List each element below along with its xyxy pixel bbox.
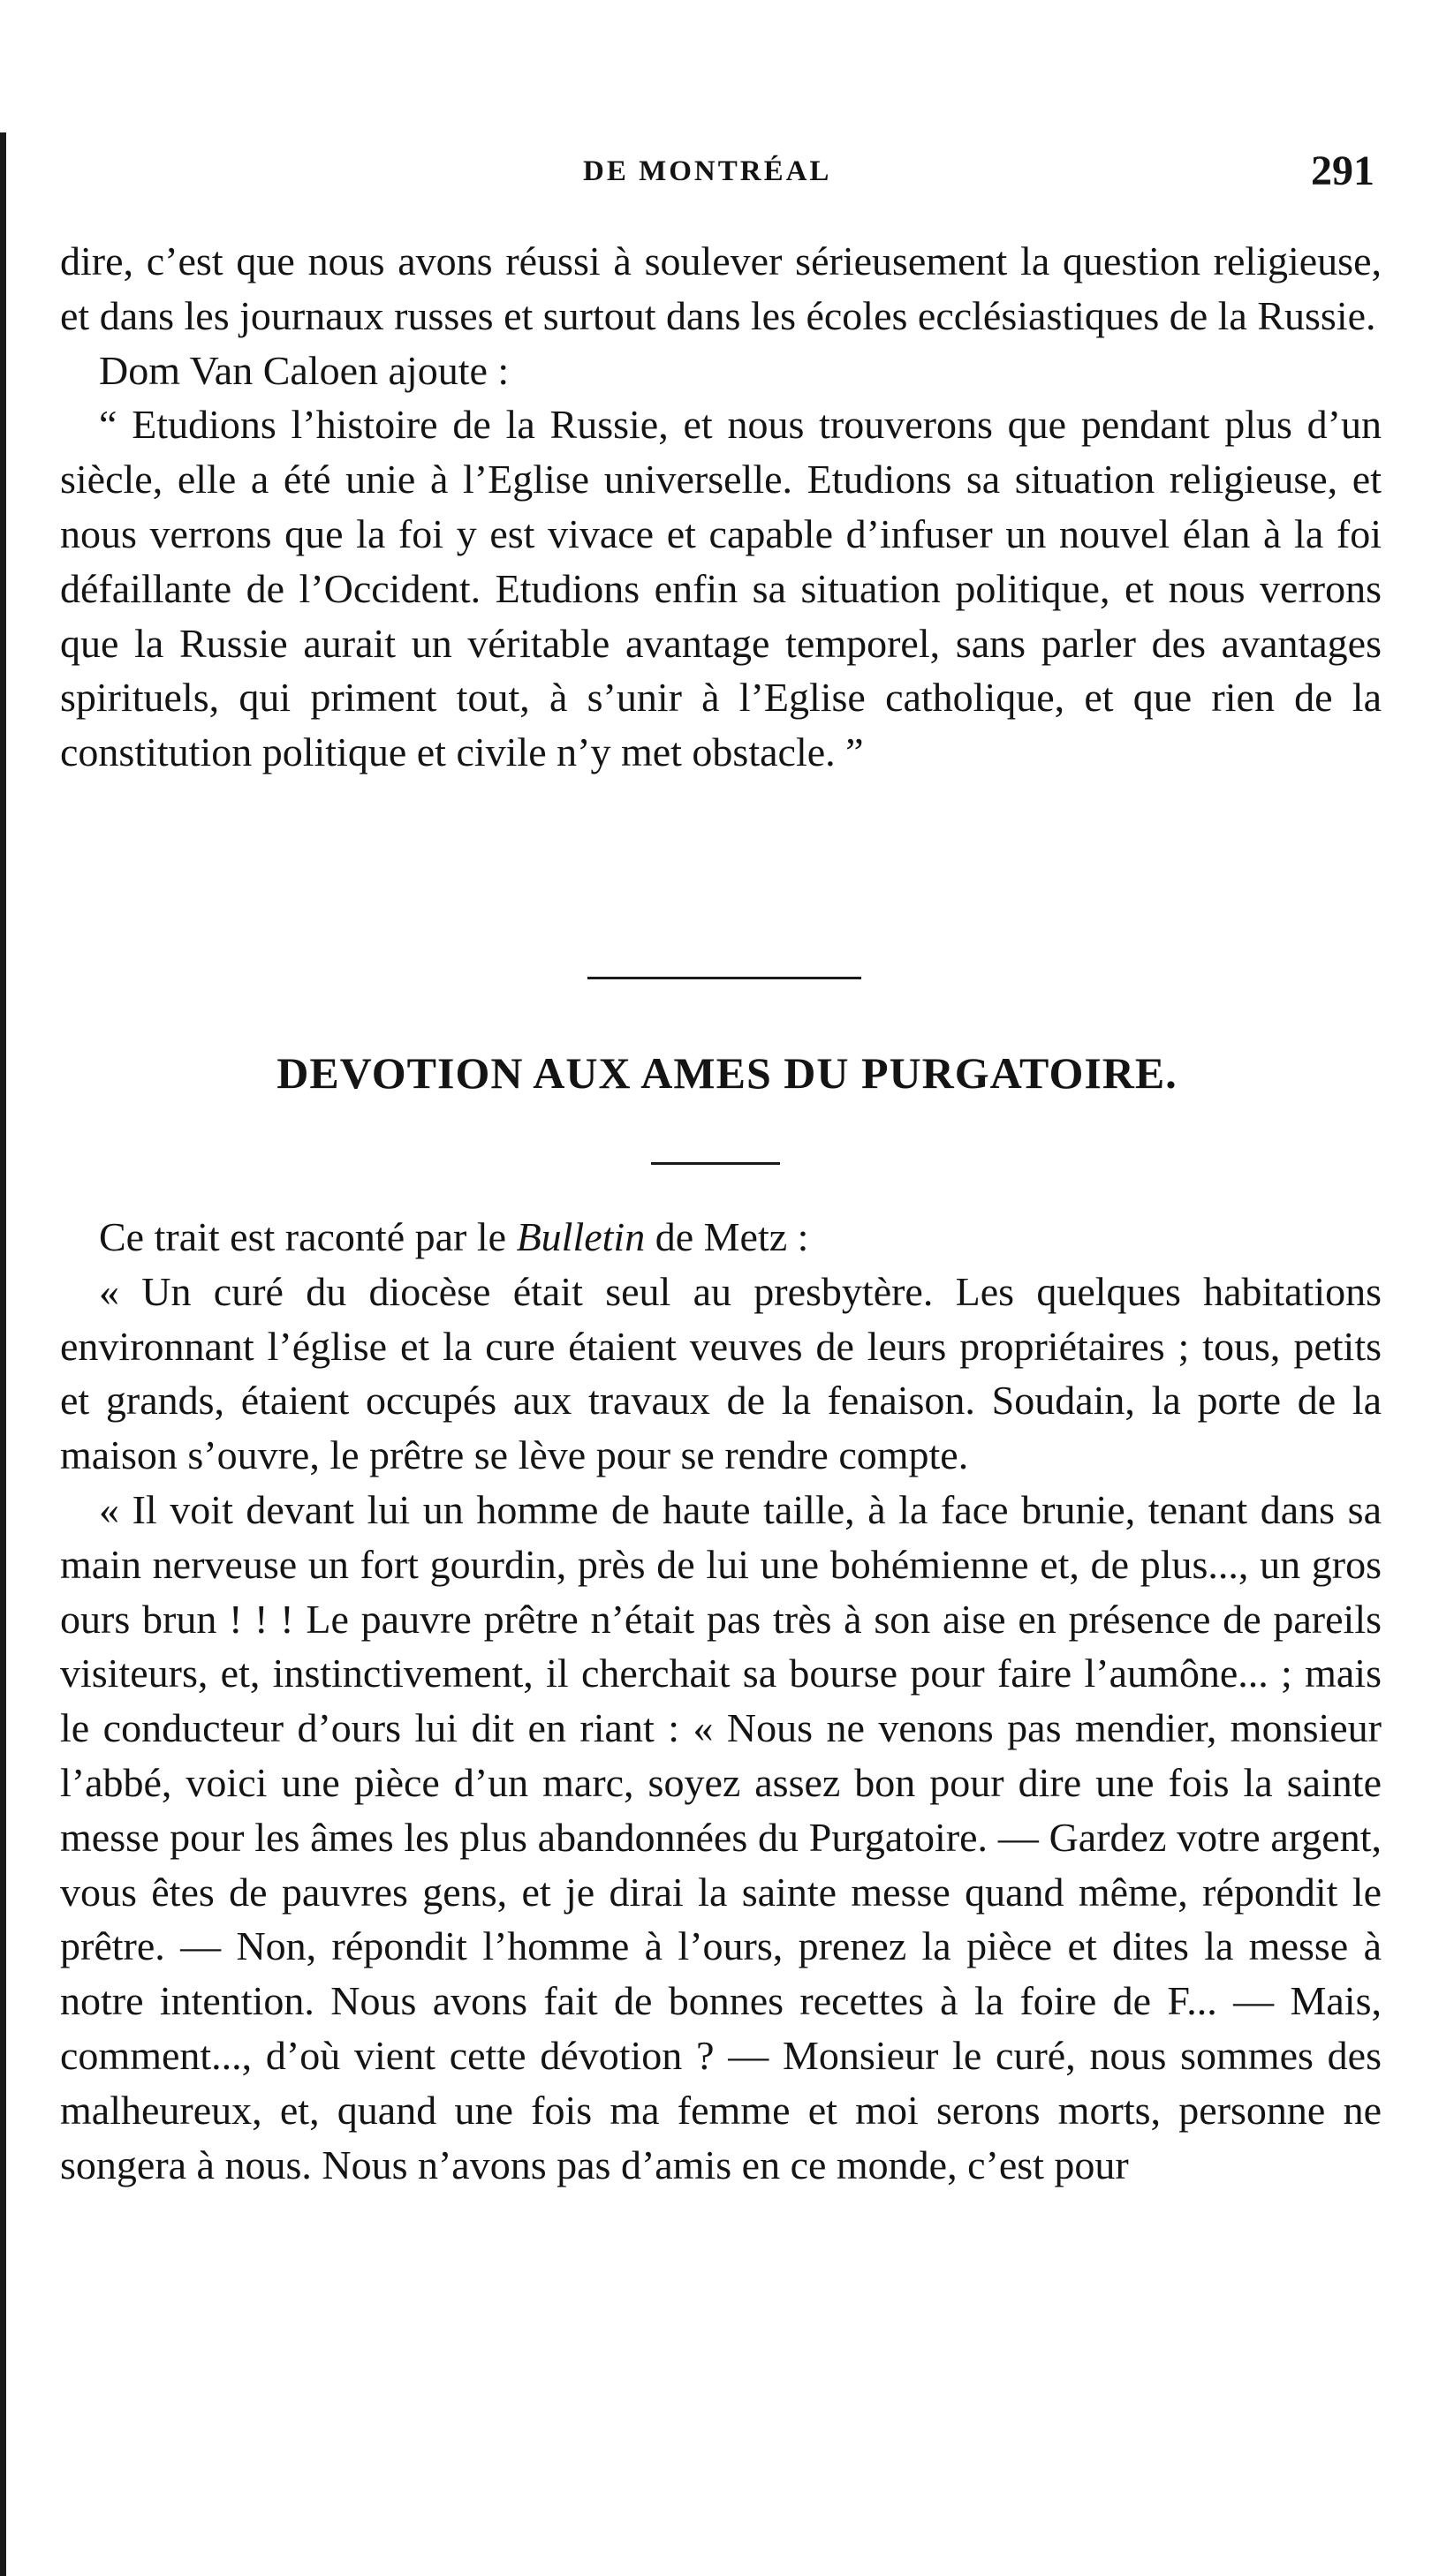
page-number: 291 [1311, 147, 1374, 194]
paragraph-quotation: “ Etudions l’histoire de la Russie, et nous trouverons que pendant plus d’un siècle, elle a été unie à l’Eglise universelle. Etudions sa situation religieuse, et nous verrons que la foi y est vivace et capable d’infuser un nouvel élan à la foi défaillante de l’Occident. Etudions enfin sa situation politique, et nous verrons que la Russie aurait un véritable avantage temporel, sans parler des avantages spirituels, qui priment tout, à s’unir à l’Eglise catholique, et que rien de la constitution politique et civile n’y met obstacle. ” [60, 402, 1382, 775]
running-head [0, 147, 1454, 196]
intro-text-after: de Metz : [645, 1214, 809, 1259]
bulletin-title: Bulletin [516, 1214, 646, 1259]
separator-rule [587, 977, 861, 979]
paragraph-cure: « Un curé du diocèse était seul au presbytère. Les quelques habitations environnant l’église et la cure étaient veuves de leurs propriétaires ; tous, petits et grands, étaient occupés aux travaux de la fenaison. Soudain, la porte de la maison s’ouvre, le prêtre se lève pour se rendre compte. [60, 1268, 1382, 1478]
title-underline-rule [651, 1162, 780, 1165]
paragraph-intro [60, 1210, 1382, 1265]
binding-edge [0, 132, 6, 2576]
text-block-continuation [60, 234, 1382, 780]
text-block-section [60, 1210, 1382, 2192]
intro-text-before: Ce trait est raconté par le [99, 1214, 517, 1259]
paragraph-visitors: « Il voit devant lui un homme de haute taille, à la face brunie, tenant dans sa main nerveuse un fort gourdin, près de lui une bohémienne et, de plus..., un gros ours brun ! ! ! Le pauvre prêtre n’était pas très à son aise en présence de pareils visiteurs, et, instinctivement, il cherchait sa bourse pour faire l’aumône... ; mais le conducteur d’ours lui dit en riant : « Nous ne venons pas mendier, monsieur l’abbé, voici une pièce d’un marc, soyez assez bon pour dire une fois la sainte messe pour les âmes les plus abandonnées du Purgatoire. — Gardez votre argent, vous êtes de pauvres gens, et je dirai la sainte messe quand même, répondit le prêtre. — Non, répondit l’homme à l’ours, prenez la pièce et dites la messe à notre intention. Nous avons fait de bonnes recettes à la foire de F... — Mais, comment..., d’où vient cette dévotion ? — Monsieur le curé, nous sommes des malheureux, et, quand une fois ma femme et moi serons morts, personne ne songera à nous. Nous n’avons pas d’amis en ce monde, c’est pour [60, 1486, 1382, 2187]
running-title: DE MONTRÉAL [583, 155, 832, 187]
paragraph-continued: dire, c’est que nous avons réussi à soulever sérieusement la question religieuse, et dans les journaux russes et surtout dans les écoles ecclésiastiques de la Russie. [60, 238, 1382, 338]
paragraph-dom-van-caloen: Dom Van Caloen ajoute : [99, 347, 510, 393]
section-title: DEVOTION AUX AMES DU PURGATOIRE. [276, 1048, 1178, 1098]
